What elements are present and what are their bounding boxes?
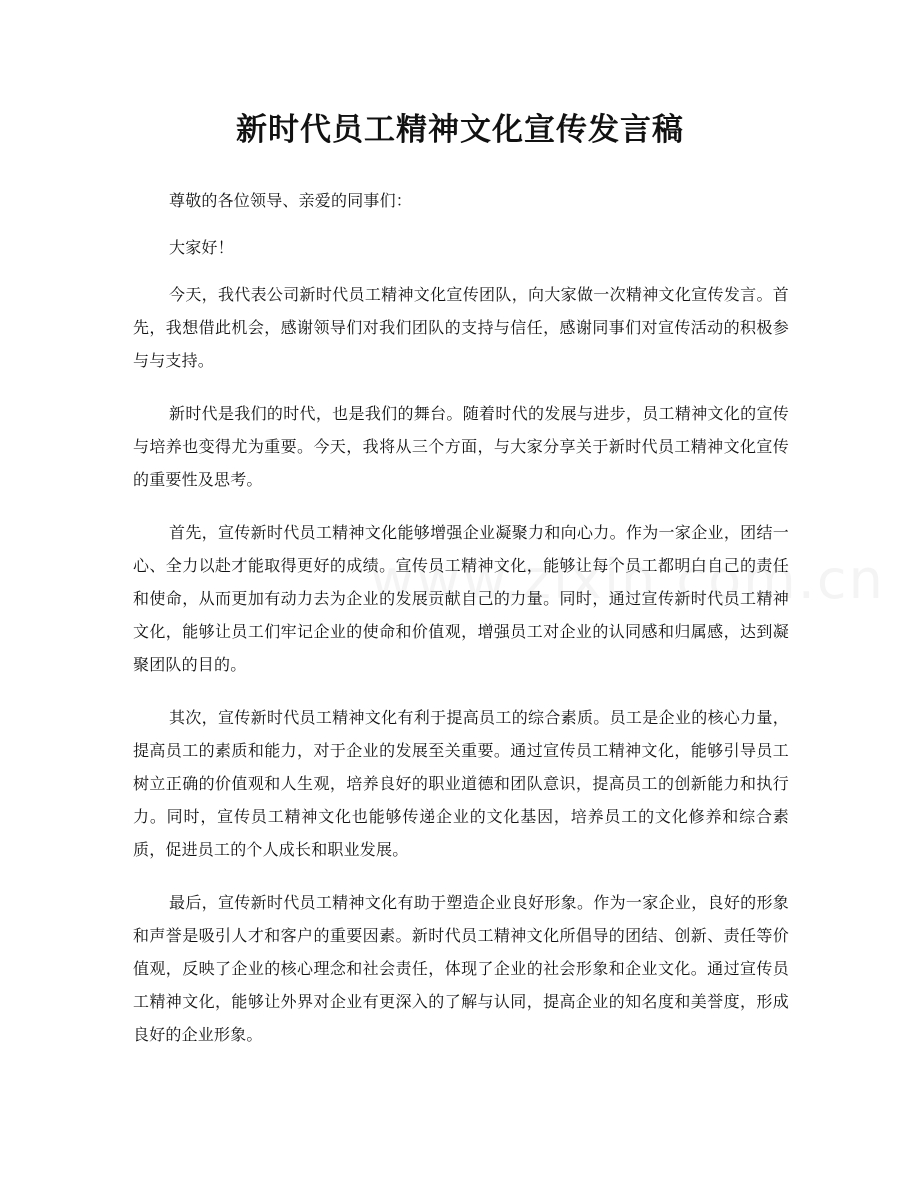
point-two-paragraph: 其次，宣传新时代员工精神文化有利于提高员工的综合素质。员工是企业的核心力量，提高员工的素质和能力，对于企业的发展至关重要。通过宣传员工精神文化，能够引导员工树立正确的价值观和人生观，培养良好的职业道德和团队意识，提高员工的创新能力和执行力。同时，宣传员工精神文化也能够传递企业的文化基因，培养员工的文化修养和综合素质，促进员工的个人成长和职业发展。 (133, 708, 789, 859)
context-paragraph: 新时代是我们的时代，也是我们的舞台。随着时代的发展与进步，员工精神文化的宣传与培养也变得尤为重要。今天，我将从三个方面，与大家分享关于新时代员工精神文化宣传的重要性及思考。 (133, 404, 789, 489)
greeting-paragraph: 大家好！ (169, 238, 234, 257)
salutation-paragraph: 尊敬的各位领导、亲爱的同事们： (169, 191, 413, 210)
point-one-paragraph: 首先，宣传新时代员工精神文化能够增强企业凝聚力和向心力。作为一家企业，团结一心、全力以赴才能取得更好的成绩。宣传员工精神文化，能够让每个员工都明白自己的责任和使命，从而更加有动力去为企业的发展贡献自己的力量。同时，通过宣传新时代员工精神文化，能够让员工们牢记企业的使命和价值观，增强员工对企业的认同感和归属感，达到凝聚团队的目的。 (133, 523, 789, 674)
point-three-paragraph: 最后，宣传新时代员工精神文化有助于塑造企业良好形象。作为一家企业，良好的形象和声誉是吸引人才和客户的重要因素。新时代员工精神文化所倡导的团结、创新、责任等价值观，反映了企业的核心理念和社会责任，体现了企业的社会形象和企业文化。通过宣传员工精神文化，能够让外界对企业有更深入的了解与认同，提高企业的知名度和美誉度，形成良好的企业形象。 (133, 893, 789, 1044)
document-body (133, 184, 789, 1071)
document-title: 新时代员工精神文化宣传发言稿 (236, 112, 684, 148)
intro-paragraph: 今天，我代表公司新时代员工精神文化宣传团队，向大家做一次精神文化宣传发言。首先，我想借此机会，感谢领导们对我们团队的支持与信任，感谢同事们对宣传活动的积极参与与支持。 (133, 285, 789, 370)
